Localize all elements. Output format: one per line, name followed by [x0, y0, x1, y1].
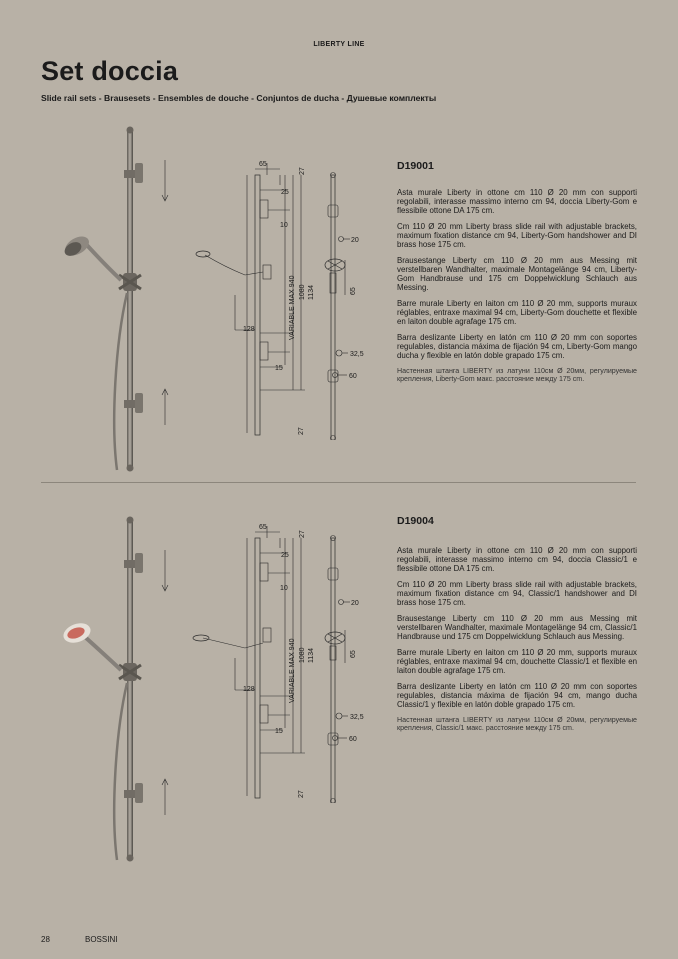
svg-text:10: 10: [280, 585, 288, 592]
svg-text:15: 15: [275, 728, 283, 735]
svg-text:27: 27: [299, 530, 306, 538]
svg-text:27: 27: [298, 790, 305, 798]
description-es: Barra deslizante Liberty en latón cm 110 Ø 20 mm con soportes regulables, distancia máxima de fijación 94 cm, Liberty-Gom mango ducha y flexible en latón doble grapado 175 cm.: [397, 332, 637, 360]
svg-text:VARIABLE MAX 940: VARIABLE MAX 940: [289, 275, 296, 340]
svg-text:20: 20: [351, 600, 359, 607]
description-fr: Barre murale Liberty en laiton cm 110 Ø 20 mm, supports muraux réglables, entraxe maximal 94 cm, Liberty-Gom douchette et flexible en laiton double agrafage 175 cm.: [397, 298, 637, 326]
description-en: Cm 110 Ø 20 mm Liberty brass slide rail with adjustable brackets, maximum fixation distance cm 94, Liberty-Gom handshower and DI brass hose 175 cm.: [397, 222, 637, 249]
page-title: Set doccia: [41, 56, 179, 86]
svg-text:1080: 1080: [299, 284, 306, 300]
svg-text:VARIABLE MAX 940: VARIABLE MAX 940: [289, 638, 296, 703]
description-es: Barra deslizante Liberty en latón cm 110 Ø 20 mm con soportes regulables, distancia máxima de fijación 94 cm, mango ducha Classic/1 y flexible en latón doble grapado 175 cm.: [397, 682, 637, 709]
svg-text:32,5: 32,5: [350, 351, 364, 358]
section-divider: [41, 482, 636, 483]
page-subtitle: Slide rail sets - Brausesets - Ensembles de douche - Conjuntos de ducha - Душевые комплекты: [41, 93, 437, 103]
description-de: Brausestange Liberty cm 110 Ø 20 mm aus Messing mit verstellbaren Wandhalter, maximale Montagelänge 94 cm, Classic/1 Handbrause und 175 cm Doppelwicklung Schlauch aus Messing.: [397, 614, 637, 641]
line-label: LIBERTY LINE: [313, 41, 365, 48]
product-description: [397, 189, 637, 391]
svg-text:1134: 1134: [308, 647, 315, 663]
description-it: Asta murale Liberty in ottone cm 110 Ø 20 mm con supporti regolabili, interasse massimo interno cm 94, doccia Classic/1 e flessibile ottone DA 175 cm.: [397, 546, 637, 573]
svg-text:128: 128: [243, 326, 255, 333]
product-description: [397, 547, 637, 741]
product-code: D19004: [397, 515, 434, 527]
svg-text:15: 15: [275, 365, 283, 372]
description-it: Asta murale Liberty in ottone cm 110 Ø 20 mm con supporti regolabili, interasse massimo interno cm 94, doccia Liberty-Gom e flessibile ottone DA 175 cm.: [397, 188, 637, 215]
svg-text:25: 25: [281, 552, 289, 559]
svg-text:27: 27: [299, 167, 306, 175]
svg-text:25: 25: [281, 189, 289, 196]
svg-text:20: 20: [351, 237, 359, 244]
product-code: D19001: [397, 160, 434, 172]
product-illustration-d19001: [55, 125, 185, 475]
description-ru: Настенная штанга LIBERTY из латуни 110см Ø 20мм, регулируемые крепления, Liberty-Gom макс. расстояние между 175 cm.: [397, 367, 637, 383]
svg-text:1080: 1080: [299, 647, 306, 663]
description-fr: Barre murale Liberty en laiton cm 110 Ø 20 mm, supports muraux réglables, entraxe maximal 94 cm, douchette Classic/1 et flexible en laiton double agrafage 175 cm.: [397, 648, 637, 675]
svg-text:65: 65: [259, 161, 267, 168]
description-en: Cm 110 Ø 20 mm Liberty brass slide rail with adjustable brackets, maximum fixation distance cm 94, Classic/1 handshower and DI brass hose 175 cm.: [397, 580, 637, 607]
technical-drawing-d19001: [185, 155, 380, 440]
svg-text:32,5: 32,5: [350, 714, 364, 721]
page-number: 28: [41, 935, 50, 944]
svg-text:27: 27: [298, 427, 305, 435]
svg-text:60: 60: [349, 736, 357, 743]
brand-name: BOSSINI: [85, 935, 118, 944]
svg-text:65: 65: [350, 650, 357, 658]
svg-text:1134: 1134: [308, 284, 315, 300]
svg-text:128: 128: [243, 686, 255, 693]
technical-drawing-d19004: [185, 518, 380, 803]
svg-text:65: 65: [350, 287, 357, 295]
svg-text:10: 10: [280, 222, 288, 229]
description-ru: Настенная штанга LIBERTY из латуни 110см Ø 20мм, регулируемые крепления, Classic/1 макс. расстояние между 175 cm.: [397, 716, 637, 733]
svg-text:65: 65: [259, 524, 267, 531]
description-de: Brausestange Liberty cm 110 Ø 20 mm aus Messing mit verstellbaren Wandhalter, maximale Montagelänge 94 cm, Liberty-Gom Handbrause und 175 cm Doppelwicklung Schlauch aus Messing.: [397, 256, 637, 292]
svg-text:60: 60: [349, 373, 357, 380]
product-illustration-d19004: [55, 515, 185, 865]
